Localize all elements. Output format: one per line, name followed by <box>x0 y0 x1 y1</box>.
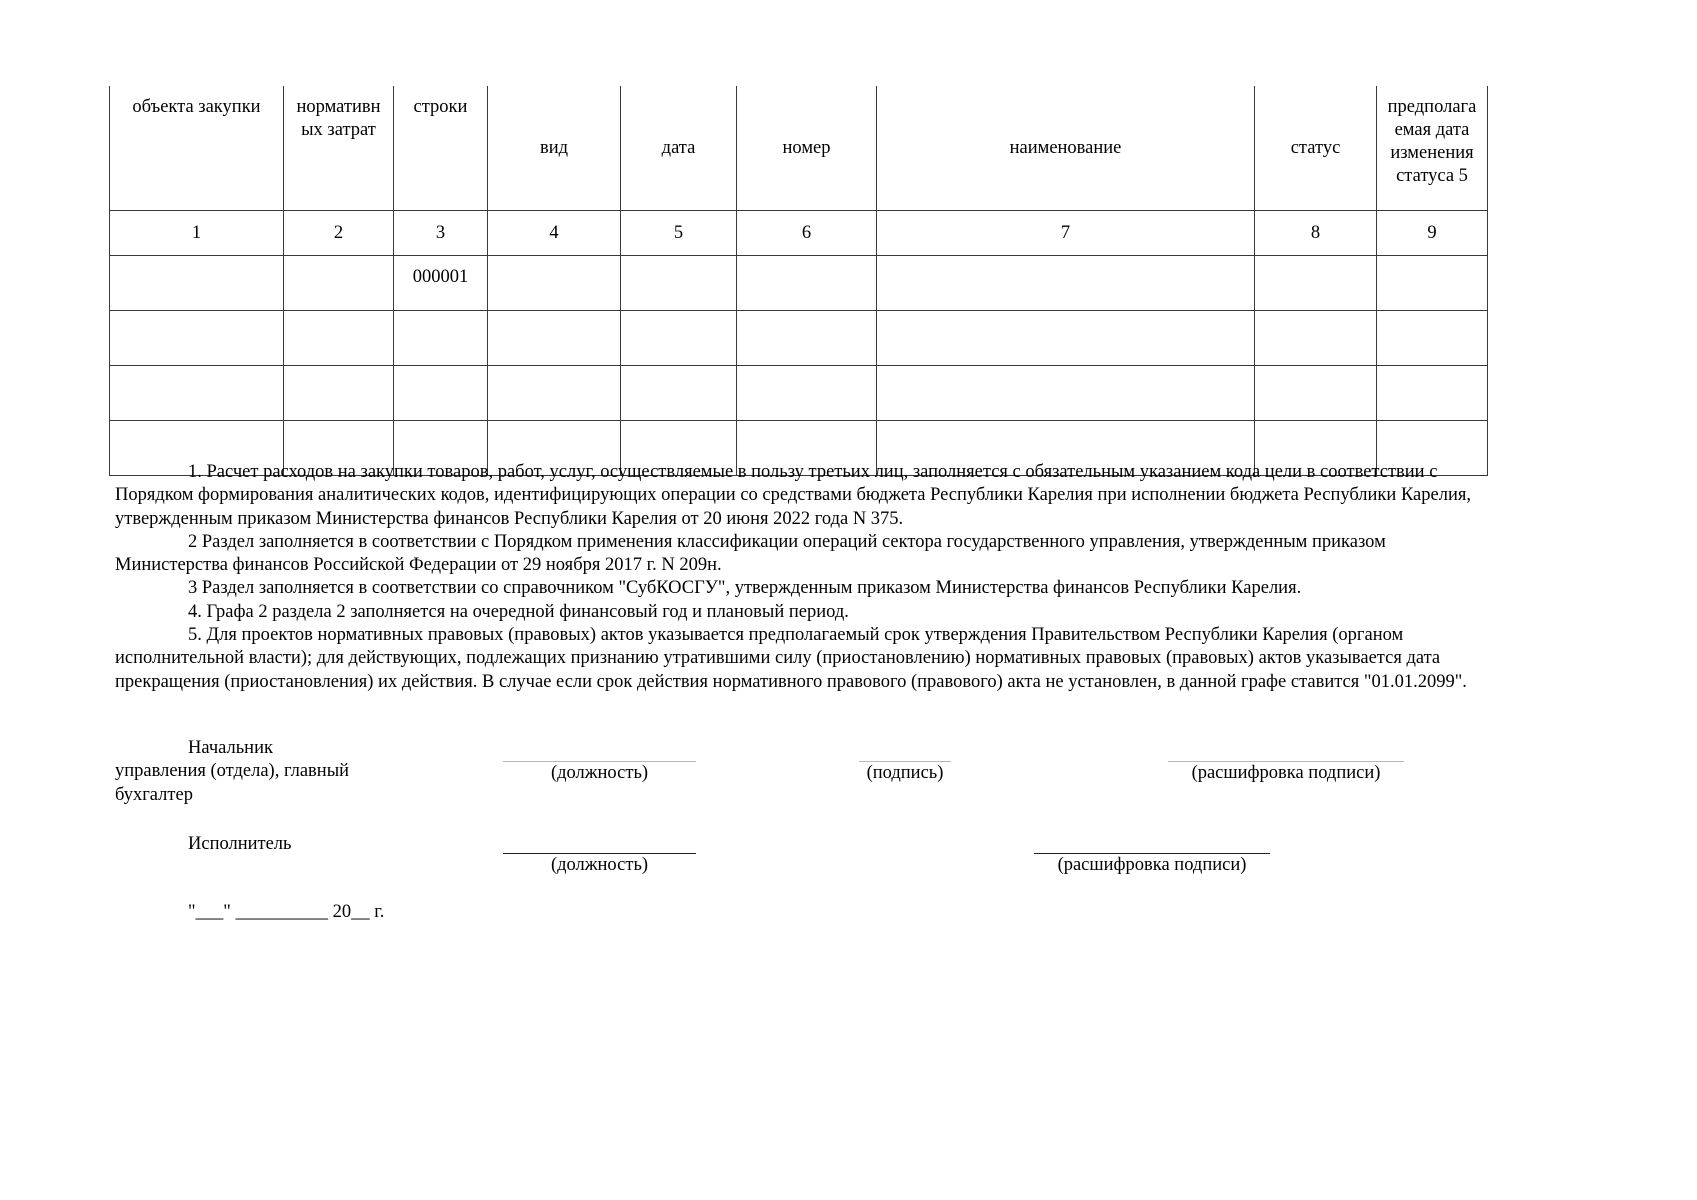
header-cell: строки <box>394 86 488 211</box>
table-header-row <box>110 86 1488 211</box>
header-cell: нормативн ых затрат <box>284 86 394 211</box>
table-cell <box>284 311 394 366</box>
column-number-row <box>110 211 1488 256</box>
table-cell <box>1377 311 1488 366</box>
table-cell <box>110 366 284 421</box>
table-row <box>110 366 1488 421</box>
footnote-3: 3 Раздел заполняется в соответствии со справочником "СубКОСГУ", утвержденным приказом Министерства финансов Республики Карелия. <box>188 578 1302 599</box>
head-title-line2: управления (отдела), главный бухгалтер <box>115 761 350 805</box>
table-cell <box>394 311 488 366</box>
table-row <box>110 311 1488 366</box>
table-cell <box>488 311 621 366</box>
table-cell <box>877 366 1255 421</box>
head-title-line1: Начальник <box>188 738 273 758</box>
column-number-cell: 8 <box>1255 211 1377 256</box>
footnote-2: 2 Раздел заполняется в соответствии с Порядком применения классификации операций сектора государственного управления, утвержденным приказом Министерства финансов Российской Федерации от 29 ноября 2017 г. N 209н. <box>115 531 1386 576</box>
table-cell <box>1255 366 1377 421</box>
table-cell <box>621 311 737 366</box>
executor-decoding-caption: (расшифровка подписи) <box>1057 855 1247 875</box>
footnote-4: 4. Графа 2 раздела 2 заполняется на очередной финансовый год и плановый период. <box>188 601 849 622</box>
footnote-1: 1. Расчет расходов на закупки товаров, работ, услуг, осуществляемые в пользу третьих лиц, заполняется с обязательным указанием кода цели в соответствии с Порядком формирования аналитических кодов, идентифицирующих операции со средствами бюджета Республики Карелия при исполнении бюджета Республики Карелия, утвержденным приказом Министерства финансов Республики Карелия от 20 июня 2022 года N 375. <box>115 462 1471 529</box>
table-cell <box>1377 366 1488 421</box>
head-signatory-title <box>115 737 375 807</box>
table-cell <box>737 256 877 311</box>
column-number-cell: 7 <box>877 211 1255 256</box>
budget-table <box>109 86 1488 476</box>
table-row <box>110 256 1488 311</box>
header-cell: наименование <box>877 86 1255 211</box>
table-cell <box>284 256 394 311</box>
column-number-cell: 4 <box>488 211 621 256</box>
header-cell: предполага емая дата изменения статуса 5 <box>1377 86 1488 211</box>
executor-title: Исполнитель <box>188 834 292 854</box>
table-cell <box>110 256 284 311</box>
table-cell <box>621 256 737 311</box>
table-cell <box>621 366 737 421</box>
table-cell <box>110 311 284 366</box>
table-cell <box>394 366 488 421</box>
table-cell: 000001 <box>394 256 488 311</box>
header-cell: объекта закупки <box>110 86 284 211</box>
column-number-cell: 2 <box>284 211 394 256</box>
table-cell <box>488 256 621 311</box>
table-cell <box>488 366 621 421</box>
column-number-cell: 1 <box>110 211 284 256</box>
table-cell <box>877 311 1255 366</box>
head-signature-caption: (подпись) <box>866 763 944 783</box>
table-cell <box>1255 256 1377 311</box>
table-cell <box>877 256 1255 311</box>
table-cell <box>284 366 394 421</box>
column-number-cell: 9 <box>1377 211 1488 256</box>
header-cell: номер <box>737 86 877 211</box>
table-cell <box>737 311 877 366</box>
header-cell: дата <box>621 86 737 211</box>
column-number-cell: 5 <box>621 211 737 256</box>
column-number-cell: 6 <box>737 211 877 256</box>
table-cell <box>1255 311 1377 366</box>
header-cell: вид <box>488 86 621 211</box>
head-decoding-caption: (расшифровка подписи) <box>1191 763 1381 783</box>
table-cell <box>737 366 877 421</box>
footnote-5: 5. Для проектов нормативных правовых (правовых) актов указывается предполагаемый срок утверждения Правительством Республики Карелия (органом исполнительной власти); для действующих, подлежащих признанию утратившими силу (приостановлению) нормативных правовых (правовых) актов указывается дата прекращения (приостановления) их действия. В случае если срок действия нормативного правового (правового) акта не установлен, в данной графе ставится "01.01.2099". <box>115 625 1467 692</box>
head-position-caption: (должность) <box>550 763 649 783</box>
date-line[interactable]: "___" __________ 20__ г. <box>188 902 385 922</box>
footnotes <box>115 461 1485 694</box>
column-number-cell: 3 <box>394 211 488 256</box>
table-cell <box>1377 256 1488 311</box>
header-cell: статус <box>1255 86 1377 211</box>
executor-position-caption: (должность) <box>550 855 649 875</box>
